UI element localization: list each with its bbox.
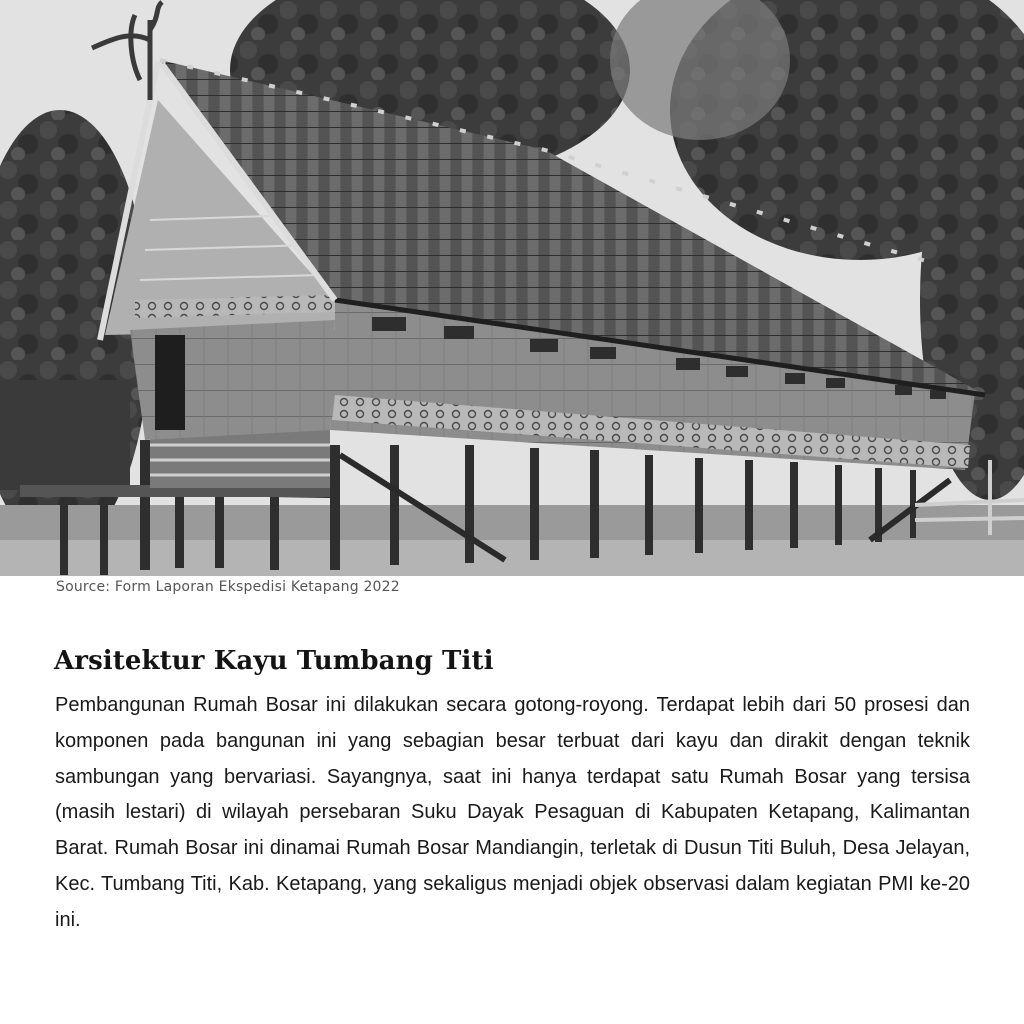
article-body: Pembangunan Rumah Bosar ini dilakukan secara gotong-royong. Terdapat lebih dari 50 prosesi dan komponen pada bangunan ini yang sebagian besar terbuat dari kayu dan dirakit dengan teknik sambungan yang bervariasi. Sayangnya, saat ini hanya terdapat satu Rumah Bosar yang tersisa (masih lestari) di wilayah persebaran Suku Dayak Pesaguan di Kabupaten Ketapang, Kalimantan Barat. Rumah Bosar ini dinamai Rumah Bosar Mandiangin, terletak di Dusun Titi Buluh, Desa Jelayan, Kec. Tumbang Titi, Kab. Ketapang, yang sekaligus menjadi objek observasi dalam kegiatan PMI ke-20 ini. [55,694,970,931]
photo-caption: Source: Form Laporan Ekspedisi Ketapang 2022 [56,579,400,595]
entrance-steps [150,430,330,488]
article-title: Arsitektur Kayu Tumbang Titi [54,646,494,676]
